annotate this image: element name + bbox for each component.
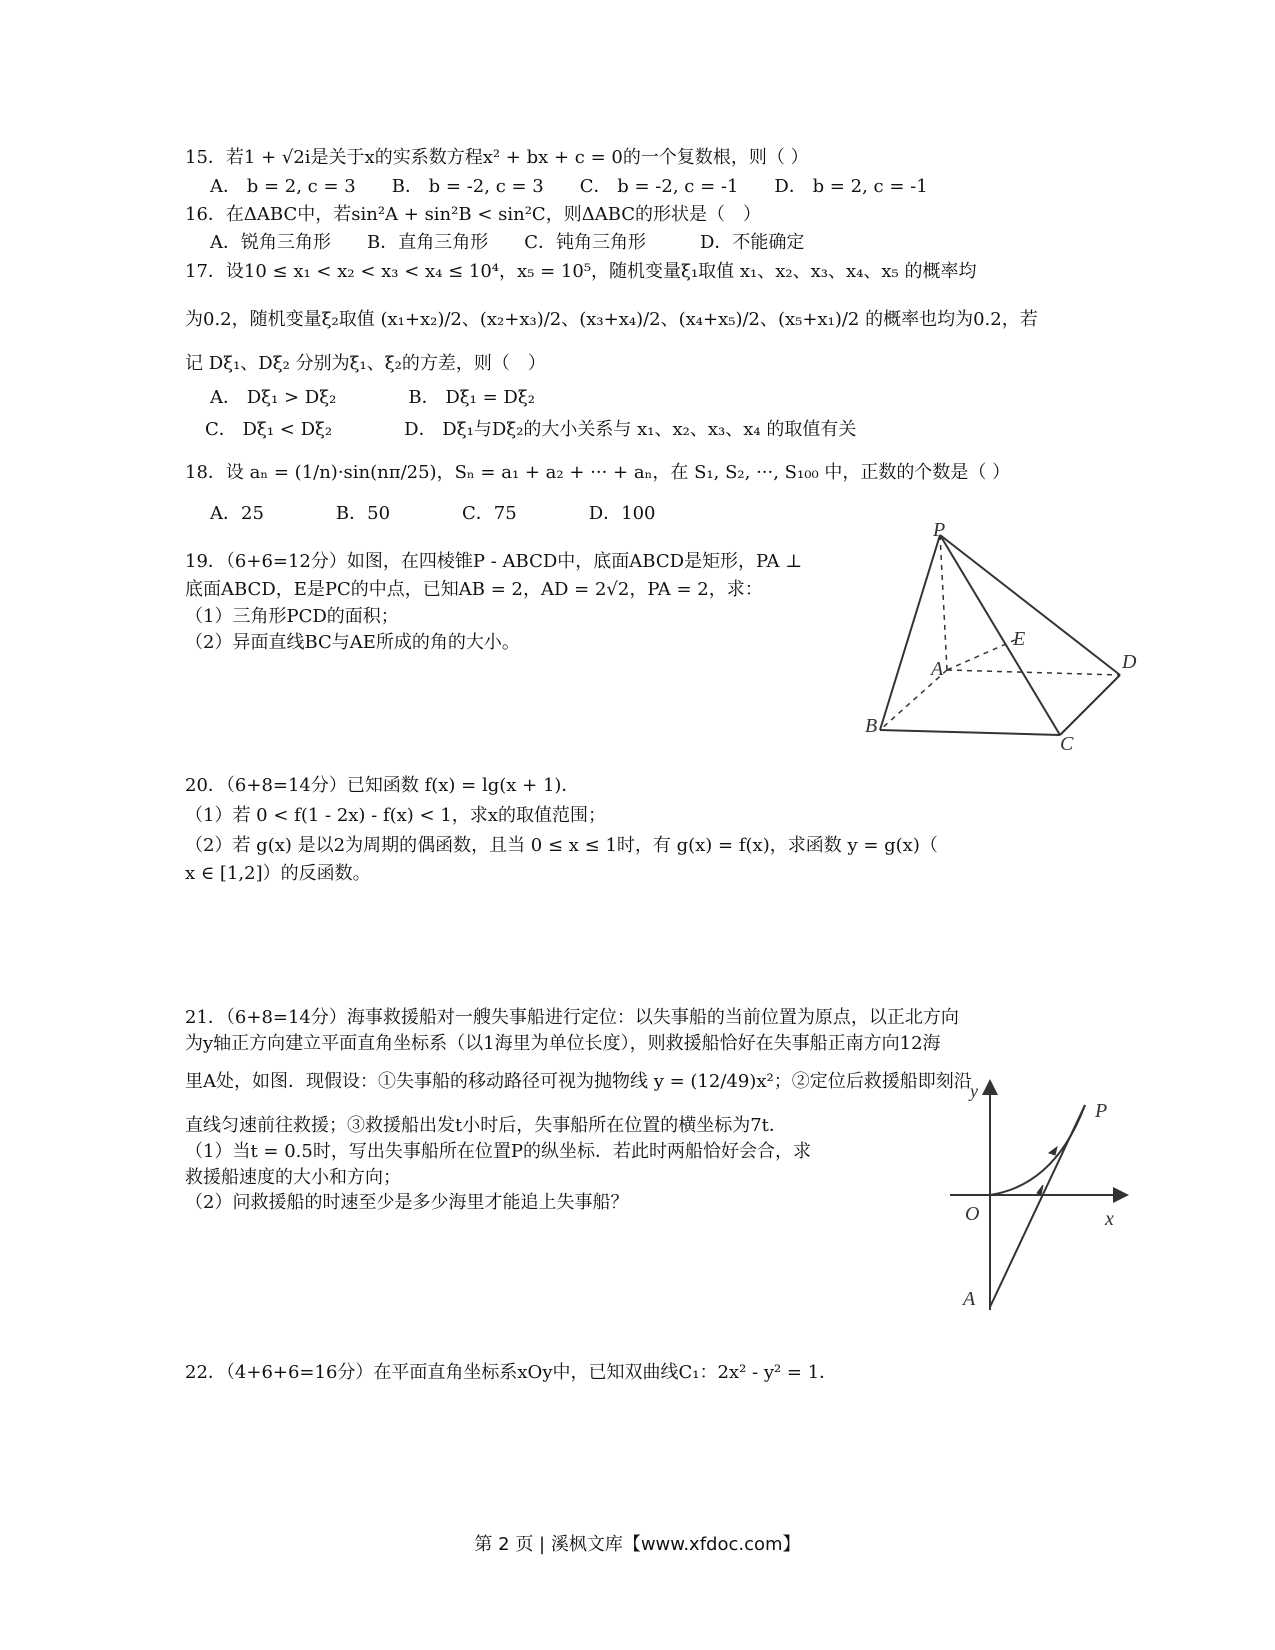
rescue-label-a: A [963,1288,976,1310]
q19-line2: 底面ABCD，E是PC的中点，已知AB = 2，AD = 2√2，PA = 2，求： [185,579,763,600]
q19-line1: 19．（6+6=12分）如图，在四棱锥P - ABCD中，底面ABCD是矩形，PA ⊥ [185,551,803,572]
rescue-label-o: O [965,1203,980,1225]
q17-line1: 17．设10 ≤ x₁ < x₂ < x₃ < x₄ ≤ 10⁴，x₅ = 10⁵，随机变量ξ₁取值 x₁、x₂、x₃、x₄、x₅ 的概率均 [185,261,977,282]
q20-part2: （2）若 g(x) 是以2为周期的偶函数，且当 0 ≤ x ≤ 1时，有 g(x) = f(x)，求函数 y = g(x)（ [185,835,938,856]
pyramid-label-a: A [931,658,944,680]
q20-part1: （1）若 0 < f(1 - 2x) - f(x) < 1，求x的取值范围； [185,805,606,826]
pyramid-label-p: P [933,520,946,541]
q17-line2: 为0.2，随机变量ξ₂取值 (x₁+x₂)/2、(x₂+x₃)/2、(x₃+x₄)/2、(x₄+x₅)/2、(x₅+x₁)/2 的概率也均为0.2，若 [185,309,1038,330]
q21-line1: 21．（6+8=14分）海事救援船对一艘失事船进行定位：以失事船的当前位置为原点，以正北方向 [185,1007,959,1028]
pyramid-label-d: D [1122,651,1137,673]
q21-line2: 为y轴正方向建立平面直角坐标系（以1海里为单位长度），则救援船恰好在失事船正南方向12海 [185,1033,941,1054]
rescue-label-p: P [1095,1100,1108,1122]
q15-stem: 15．若1 + √2i是关于x的实系数方程x² + bx + c = 0的一个复数根，则（ ） [185,147,809,168]
q20-part2b: x ∈ [1,2]）的反函数。 [185,863,371,884]
q16-options: A．锐角三角形 B．直角三角形 C．钝角三角形 D．不能确定 [210,232,805,253]
page-footer: 第 2 页 | 溪枫文库【www.xfdoc.com】 [474,1534,801,1555]
pyramid-label-b: B [865,715,878,737]
q20-line1: 20．（6+8=14分）已知函数 f(x) = lg(x + 1)． [185,775,580,796]
q21-line4: 直线匀速前往救援；③救援船出发t小时后，失事船所在位置的横坐标为7t． [185,1115,787,1136]
q17-line3: 记 Dξ₁、Dξ₂ 分别为ξ₁、ξ₂的方差，则（ ） [185,353,546,374]
q22-line1: 22．（4+6+6=16分）在平面直角坐标系xOy中，已知双曲线C₁：2x² - y² = 1． [185,1362,838,1383]
q21-part2: （2）问救援船的时速至少是多少海里才能追上失事船？ [185,1192,629,1213]
q18-stem: 18．设 aₙ = (1/n)·sin(nπ/25)，Sₙ = a₁ + a₂ + ··· + aₙ，在 S₁, S₂, ···, S₁₀₀ 中，正数的个数是（ ） [185,462,1011,483]
q19-part2: （2）异面直线BC与AE所成的角的大小。 [185,632,520,653]
q18-options: A．25 B．50 C．75 D．100 [210,503,656,524]
q19-part1: （1）三角形PCD的面积； [185,606,399,627]
pyramid-label-c: C [1060,733,1074,755]
q17-options-ab: A． Dξ₁ > Dξ₂ B． Dξ₁ = Dξ₂ [210,387,535,408]
rescue-label-x: x [1105,1208,1114,1230]
rescue-figure [945,1075,1135,1315]
q15-options: A． b = 2, c = 3 B． b = -2, c = 3 C． b = -2, c = -1 D． b = 2, c = -1 [210,176,928,197]
pyramid-figure [855,520,1155,760]
q21-part1: （1）当t = 0.5时，写出失事船所在位置P的纵坐标．若此时两船恰好会合，求 [185,1141,811,1162]
pyramid-label-e: E [1013,628,1026,650]
rescue-label-y: y [970,1081,978,1101]
q21-line3: 里A处，如图．现假设：①失事船的移动路径可视为抛物线 y = (12/49)x²；②定位后救援船即刻沿 [185,1071,972,1092]
q17-options-cd: C． Dξ₁ < Dξ₂ D． Dξ₁与Dξ₂的大小关系与 x₁、x₂、x₃、x₄ 的取值有关 [205,419,857,440]
q16-stem: 16．在ΔABC中，若sin²A + sin²B < sin²C，则ΔABC的形状是（ ） [185,204,762,225]
q21-part1b: 救援船速度的大小和方向； [185,1167,401,1188]
